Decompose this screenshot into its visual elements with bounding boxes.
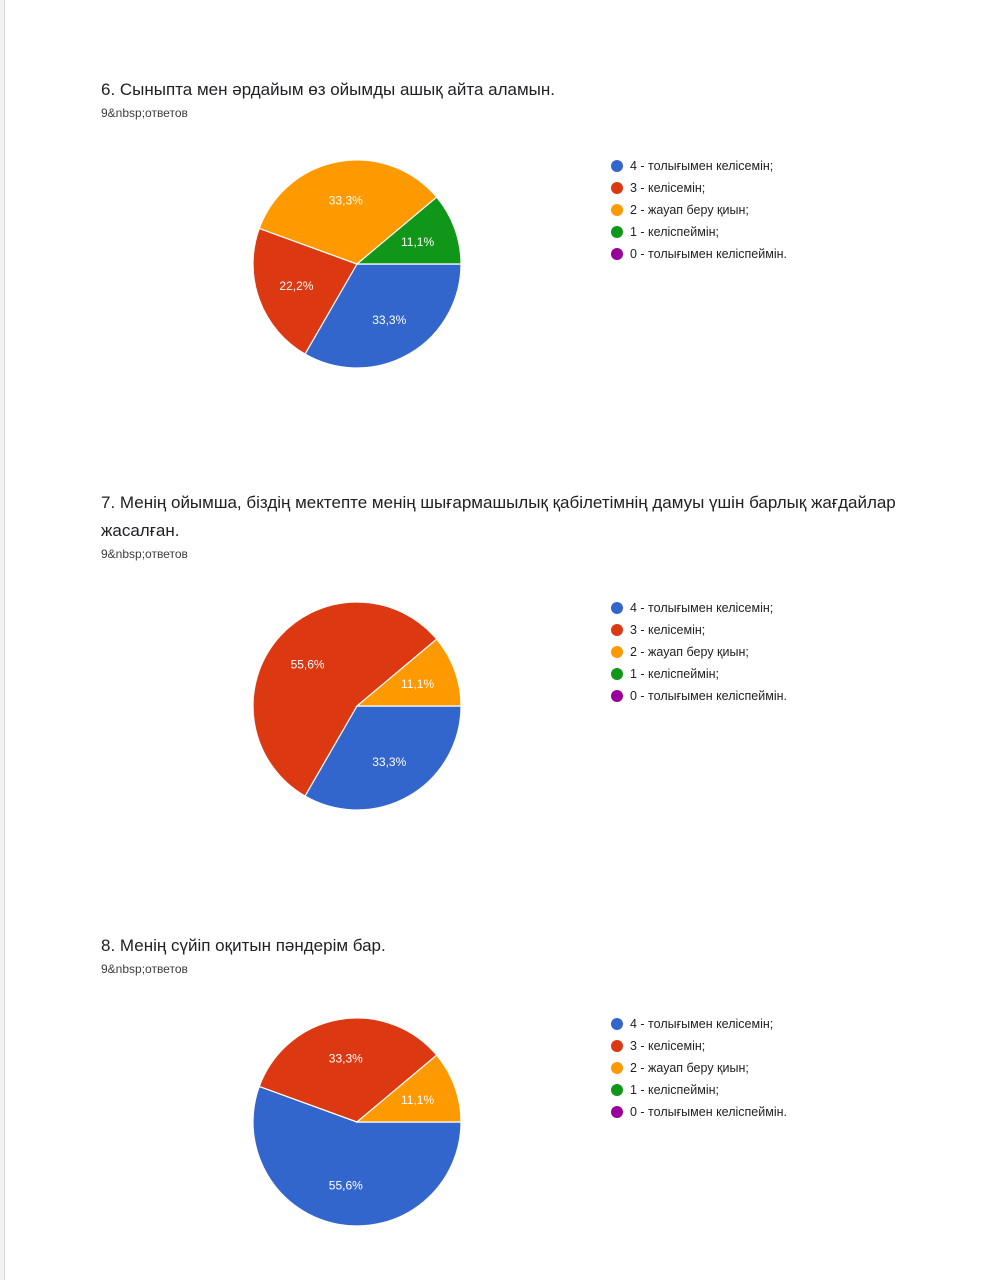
slice-label: 11,1% <box>401 1092 435 1107</box>
slice-label: 33,3% <box>328 1051 363 1066</box>
slice-label: 22,2% <box>279 279 314 294</box>
question-title: 8. Менің сүйіп оқитын пәндерім бар. <box>101 936 386 955</box>
legend-label: 2 - жауап беру қиын; <box>630 1061 749 1075</box>
slice-label: 33,3% <box>328 193 363 208</box>
legend-item <box>611 1035 787 1057</box>
slice-label: 11,1% <box>401 676 435 691</box>
legend-label: 4 - толығымен келісемін; <box>630 1017 774 1031</box>
pie-chart-svg <box>247 1012 467 1232</box>
legend-label: 2 - жауап беру қиын; <box>630 203 749 217</box>
response-count: 9&nbsp;ответов <box>101 547 188 561</box>
legend-label: 4 - толығымен келісемін; <box>630 601 774 615</box>
slice-label: 55,6% <box>328 1178 363 1193</box>
legend-swatch <box>611 690 623 702</box>
response-count: 9&nbsp;ответов <box>101 962 188 976</box>
legend-swatch <box>611 646 623 658</box>
question-title: 6. Сыныпта мен әрдайым өз ойымды ашық айта аламын. <box>101 80 555 99</box>
legend-item <box>611 663 787 685</box>
pie-chart-svg <box>247 154 467 374</box>
pie-chart-7 <box>247 596 467 816</box>
legend-item <box>611 243 787 265</box>
legend-swatch <box>611 624 623 636</box>
legend-swatch <box>611 1018 623 1030</box>
legend-item <box>611 597 787 619</box>
legend-item <box>611 199 787 221</box>
legend-label: 3 - келісемін; <box>630 181 706 195</box>
legend-label: 1 - келіспеймін; <box>630 1083 719 1097</box>
legend-swatch <box>611 1062 623 1074</box>
chart-legend-7 <box>611 597 787 707</box>
pie-chart-svg <box>247 596 467 816</box>
legend-item <box>611 641 787 663</box>
legend-label: 1 - келіспеймін; <box>630 225 719 239</box>
question-6 <box>101 76 921 120</box>
pie-chart-8 <box>247 1012 467 1232</box>
legend-label: 4 - толығымен келісемін; <box>630 159 774 173</box>
pie-chart-6 <box>247 154 467 374</box>
legend-label: 3 - келісемін; <box>630 1039 706 1053</box>
slice-label: 11,1% <box>401 234 435 249</box>
question-title: 7. Менің ойымша, біздің мектепте менің шығармашылық қабілетімнің дамуы үшін барлық жағдайлар жасалған. <box>101 493 896 540</box>
legend-swatch <box>611 602 623 614</box>
legend-label: 1 - келіспеймін; <box>630 667 719 681</box>
legend-swatch <box>611 226 623 238</box>
legend-label: 0 - толығымен келіспеймін. <box>630 689 787 703</box>
legend-swatch <box>611 204 623 216</box>
legend-item <box>611 1057 787 1079</box>
legend-swatch <box>611 182 623 194</box>
legend-swatch <box>611 248 623 260</box>
legend-label: 0 - толығымен келіспеймін. <box>630 247 787 261</box>
legend-item <box>611 221 787 243</box>
legend-item <box>611 619 787 641</box>
legend-swatch <box>611 1084 623 1096</box>
legend-item <box>611 1101 787 1123</box>
legend-label: 0 - толығымен келіспеймін. <box>630 1105 787 1119</box>
slice-label: 55,6% <box>290 657 325 672</box>
response-count: 9&nbsp;ответов <box>101 106 188 120</box>
legend-item <box>611 685 787 707</box>
question-8 <box>101 932 921 976</box>
report-page <box>4 0 996 1280</box>
legend-item <box>611 1013 787 1035</box>
legend-swatch <box>611 668 623 680</box>
slice-label: 33,3% <box>372 754 407 769</box>
slice-label: 33,3% <box>372 312 407 327</box>
legend-swatch <box>611 160 623 172</box>
legend-item <box>611 177 787 199</box>
legend-swatch <box>611 1040 623 1052</box>
chart-legend-8 <box>611 1013 787 1123</box>
chart-legend-6 <box>611 155 787 265</box>
question-7 <box>101 489 921 561</box>
legend-swatch <box>611 1106 623 1118</box>
legend-item <box>611 155 787 177</box>
legend-label: 2 - жауап беру қиын; <box>630 645 749 659</box>
legend-item <box>611 1079 787 1101</box>
legend-label: 3 - келісемін; <box>630 623 706 637</box>
